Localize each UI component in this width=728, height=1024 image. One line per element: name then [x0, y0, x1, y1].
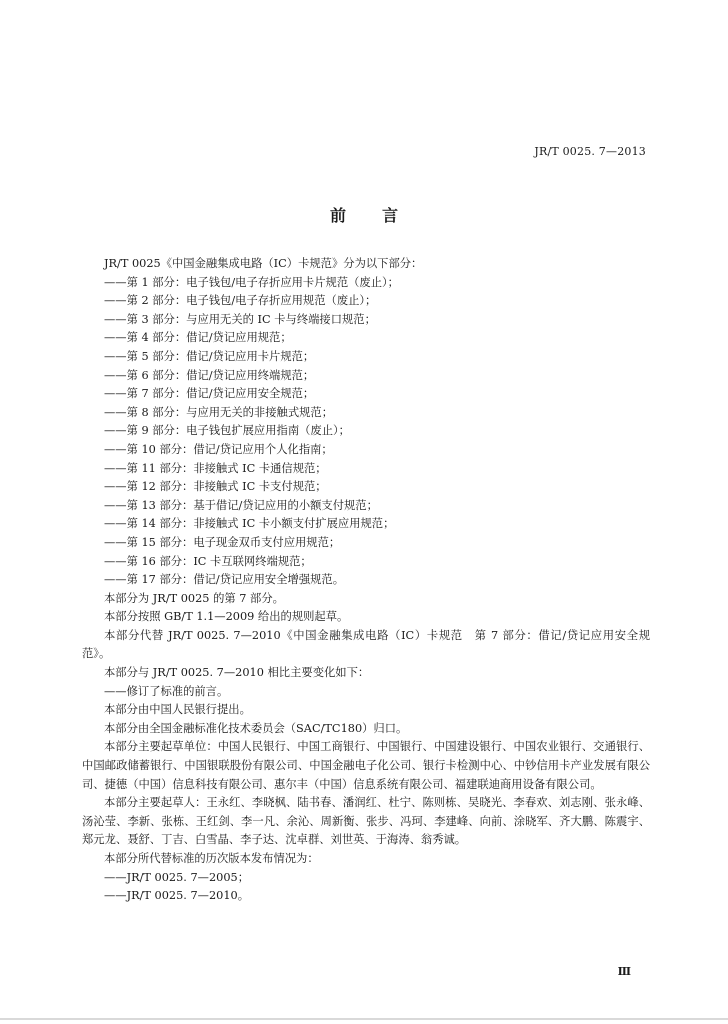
replacement-statement: 本部分代替 JR/T 0025. 7—2010《中国金融集成电路（IC）卡规范 第 7 部分：借记/贷记应用安全规范》。	[82, 628, 650, 661]
part-item: ——第 10 部分：借记/贷记应用个人化指南；	[104, 442, 333, 456]
part-item: ——第 17 部分：借记/贷记应用安全增强规范。	[104, 573, 345, 587]
part-item: ——第 12 部分：非接触式 IC 卡支付规范；	[104, 480, 327, 494]
history-item: ——JR/T 0025. 7—2005；	[104, 870, 250, 884]
part-item: ——第 6 部分：借记/贷记应用终端规范；	[104, 368, 315, 382]
part-item: ——第 5 部分：借记/贷记应用卡片规范；	[104, 349, 315, 363]
part-item: ——第 15 部分：电子现金双币支付应用规范；	[104, 535, 341, 549]
part-statement: 本部分为 JR/T 0025 的第 7 部分。	[104, 591, 284, 605]
changes-intro: 本部分与 JR/T 0025. 7—2010 相比主要变化如下：	[104, 666, 370, 680]
part-item: ——第 2 部分：电子钱包/电子存折应用规范（废止）；	[104, 294, 377, 308]
part-item: ——第 8 部分：与应用无关的非接触式规范；	[104, 405, 334, 419]
page-title	[0, 203, 728, 226]
proposer-statement: 本部分由中国人民银行提出。	[104, 703, 251, 717]
history-intro: 本部分所代替标准的历次版本发布情况为：	[104, 852, 319, 865]
title-char-1: 前	[329, 206, 346, 225]
part-item: ——第 14 部分：非接触式 IC 卡小额支付扩展应用规范；	[104, 517, 395, 531]
part-item: ——第 13 部分：基于借记/贷记应用的小额支付规范；	[104, 498, 378, 512]
part-item: ——第 3 部分：与应用无关的 IC 卡与终端接口规范；	[104, 312, 376, 326]
change-item: ——修订了标准的前言。	[104, 684, 229, 698]
drafting-rules: 本部分按照 GB/T 1.1—2009 给出的规则起草。	[104, 610, 349, 624]
title-char-2: 言	[382, 206, 399, 225]
document-code: JR/T 0025. 7—2013	[534, 145, 646, 158]
drafting-persons: 本部分主要起草人：王永红、李晓枫、陆书春、潘润红、杜宁、陈则栋、吴晓光、李春欢、刘志刚、张永峰、汤沁莹、李新、张栋、王红剑、李一凡、余沁、周新衡、张步、冯珂、李建峰、向前、涂晓军、齐大鹏、陈震宇、郑元龙、聂舒、丁吉、白雪晶、李子达、沈卓群、刘世英、于海涛、翁秀诚。	[82, 796, 650, 847]
part-item: ——第 16 部分：IC 卡互联网终端规范；	[104, 554, 312, 568]
part-item: ——第 7 部分：借记/贷记应用安全规范；	[104, 387, 315, 401]
page-number: Ⅲ	[617, 965, 630, 978]
part-item: ——第 1 部分：电子钱包/电子存折应用卡片规范（废止）；	[104, 275, 399, 289]
bottom-edge	[0, 1018, 728, 1020]
intro-line: JR/T 0025《中国金融集成电路（IC）卡规范》分为以下部分：	[104, 257, 423, 270]
drafting-units: 本部分主要起草单位：中国人民银行、中国工商银行、中国银行、中国建设银行、中国农业银行、交通银行、中国邮政储蓄银行、中国银联股份有限公司、中国金融电子化公司、银行卡检测中心、中钞信用卡产业发展有限公司、捷德（中国）信息科技有限公司、惠尔丰（中国）信息系统有限公司、福建联迪商用设备有限公司。	[82, 740, 650, 791]
part-item: ——第 11 部分：非接触式 IC 卡通信规范；	[104, 461, 327, 475]
history-item: ——JR/T 0025. 7—2010。	[104, 889, 250, 903]
part-item: ——第 4 部分：借记/贷记应用规范；	[104, 331, 292, 345]
preface-body	[82, 255, 650, 906]
centralizing-statement: 本部分由全国金融标准化技术委员会（SAC/TC180）归口。	[104, 721, 408, 735]
part-item: ——第 9 部分：电子钱包扩展应用指南（废止）；	[104, 424, 350, 438]
